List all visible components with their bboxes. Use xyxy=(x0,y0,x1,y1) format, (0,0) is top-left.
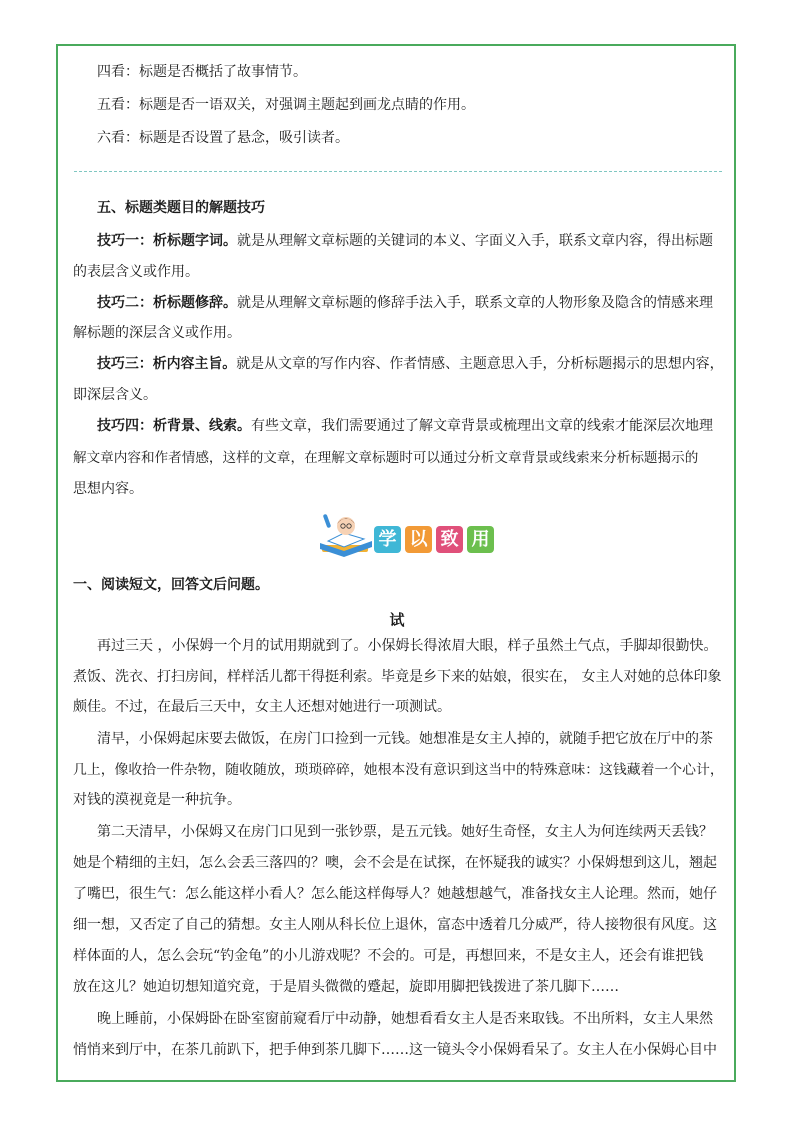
skill-two-line-2: 解标题的深层含义或作用。 xyxy=(73,325,241,341)
story-p3-l6: 放在这儿？她迫切想知道究竟，于是眉头微微的蹙起，旋即用脚把钱拨进了茶几脚下…… xyxy=(73,979,619,995)
skill-four-text: 有些文章，我们需要通过了解文章背景或梳理出文章的线索才能深层次地理 xyxy=(251,418,713,434)
student-reading-icon xyxy=(316,511,376,561)
skill-three-label: 技巧三：析内容主旨。 xyxy=(97,356,237,372)
badge-char-4: 用 xyxy=(467,526,494,553)
story-p2-l1: 清早，小保姆起床要去做饭，在房门口捡到一元钱。她想准是女主人掉的，就随手把它放在厅中的茶 xyxy=(97,731,713,747)
story-p1-l2: 煮饭、洗衣、打扫房间，样样活儿都干得挺利索。毕竟是乡下来的姑娘，很实在， 女主人对她的总体印象 xyxy=(73,669,722,685)
badge-char-2: 以 xyxy=(405,526,432,553)
skill-three-text: 就是从文章的写作内容、作者情感、主题意思入手，分析标题揭示的思想内容， xyxy=(236,356,724,372)
section-heading: 五、标题类题目的解题技巧 xyxy=(97,200,265,216)
tip-six: 六看：标题是否设置了悬念，吸引读者。 xyxy=(97,130,349,146)
skill-four-line-2: 解文章内容和作者情感，这样的文章，在理解文章标题时可以通过分析文章背景或线索来分析标题揭示的 xyxy=(73,450,699,466)
story-p3-l1: 第二天清早，小保姆又在房门口见到一张钞票，是五元钱。她好生奇怪，女主人为何连续两天丢钱？ xyxy=(97,824,713,840)
skill-four-line-1 xyxy=(97,416,713,436)
skill-one-label: 技巧一：析标题字词。 xyxy=(97,233,237,249)
section-divider xyxy=(74,171,722,172)
story-p1-l1: 再过三天 ，小保姆一个月的试用期就到了。小保姆长得浓眉大眼，样子虽然土气点，手脚却很勤快。 xyxy=(97,638,718,654)
tip-four: 四看：标题是否概括了故事情节。 xyxy=(97,64,307,80)
skill-one-line-2: 的表层含义或作用。 xyxy=(73,264,199,280)
skill-one-line-1 xyxy=(97,231,713,251)
story-p3-l4: 细一想，又否定了自己的猜想。女主人刚从科长位上退休，富态中透着几分威严，待人接物很有风度。这 xyxy=(73,917,717,933)
story-p3-l5: 样体面的人，怎么会玩“钓金龟”的小儿游戏呢？不会的。可是，再想回来，不是女主人，还会有谁把钱 xyxy=(73,948,704,964)
skill-three-line-1 xyxy=(97,354,724,374)
skill-two-label: 技巧二：析标题修辞。 xyxy=(97,295,237,311)
story-p1-l3: 颇佳。不过，在最后三天中，女主人还想对她进行一项测试。 xyxy=(73,699,451,715)
skill-four-label: 技巧四：析背景、线索。 xyxy=(97,418,251,434)
skill-four-line-3: 思想内容。 xyxy=(73,481,143,497)
story-p4-l1: 晚上睡前，小保姆卧在卧室窗前窥看厅中动静，她想看看女主人是否来取钱。不出所料，女主人果然 xyxy=(97,1011,713,1027)
story-p2-l2: 几上，像收拾一件杂物，随收随放，琐琐碎碎，她根本没有意识到这当中的特殊意味：这钱藏着一个心计， xyxy=(73,762,724,778)
badge-char-1: 学 xyxy=(374,526,401,553)
story-p4-l2: 悄悄来到厅中，在茶几前趴下，把手伸到茶几脚下……这一镜头令小保姆看呆了。女主人在小保姆心目中 xyxy=(73,1042,717,1058)
skill-three-line-2: 即深层含义。 xyxy=(73,387,157,403)
skill-two-line-1 xyxy=(97,293,713,313)
story-p2-l3: 对钱的漠视竟是一种抗争。 xyxy=(73,792,241,808)
story-p3-l2: 她是个精细的主妇，怎么会丢三落四的？噢，会不会是在试探，在怀疑我的诚实？小保姆想到这儿，翘起 xyxy=(73,855,717,871)
skill-two-text: 就是从理解文章标题的修辞手法入手，联系文章的人物形象及隐含的情感来理 xyxy=(237,295,713,311)
story-p3-l3: 了嘴巴，很生气：怎么能这样小看人？怎么能这样侮辱人？她越想越气，准备找女主人论理。然而，她仔 xyxy=(73,886,717,902)
badge-char-3: 致 xyxy=(436,526,463,553)
exercise-instruction: 一、阅读短文，回答文后问题。 xyxy=(73,577,269,593)
story-title: 试 xyxy=(389,611,405,629)
skill-one-text: 就是从理解文章标题的关键词的本义、字面义入手，联系文章内容，得出标题 xyxy=(237,233,713,249)
tip-five: 五看：标题是否一语双关，对强调主题起到画龙点睛的作用。 xyxy=(97,97,475,113)
